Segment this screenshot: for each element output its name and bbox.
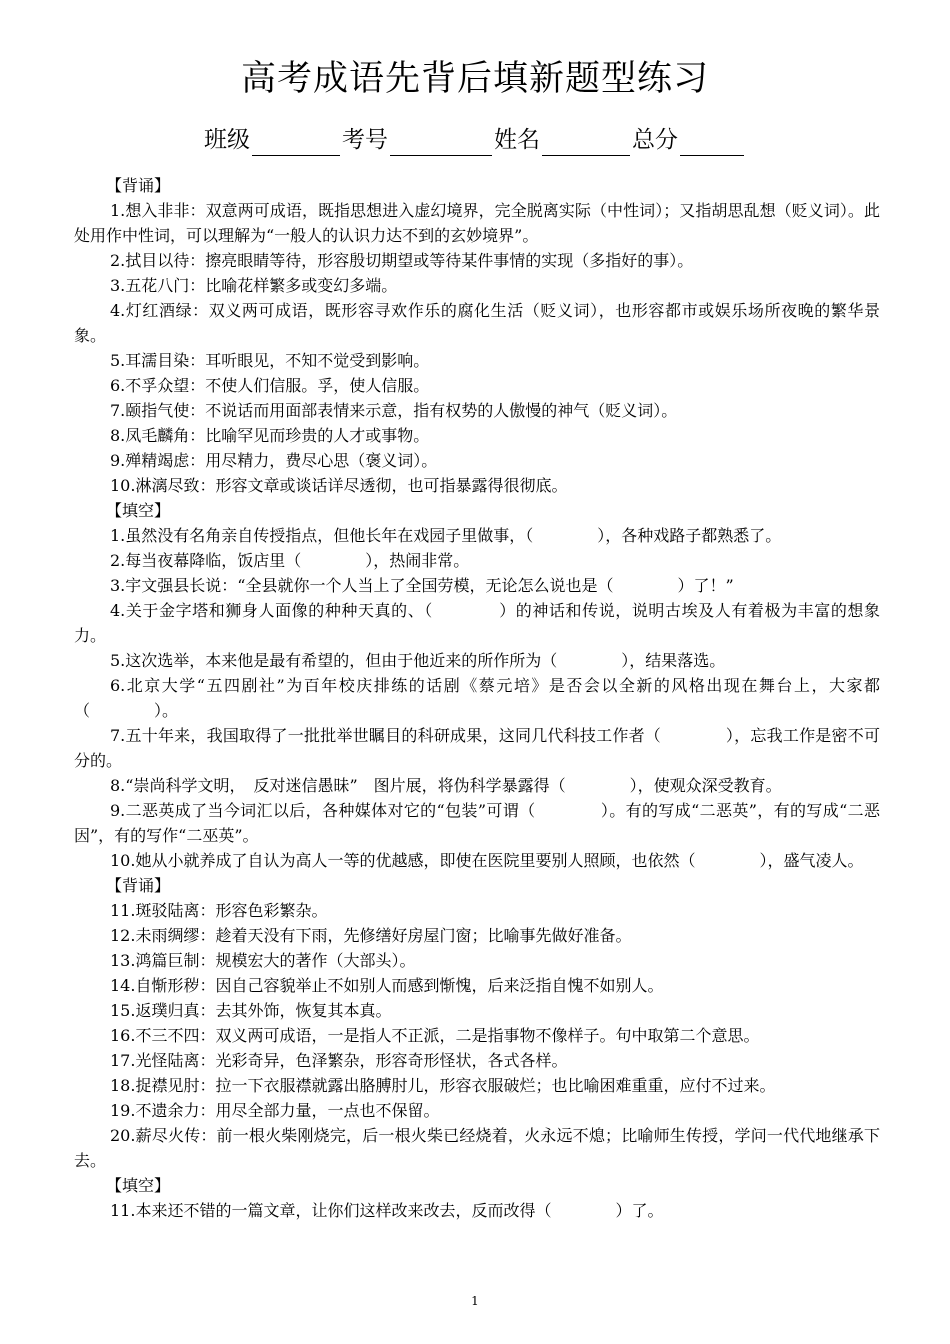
fill-blank-question: 5.这次选举，本来他是最有希望的，但由于他近来的所作所为（ ），结果落选。 <box>110 651 726 670</box>
total-score-blank[interactable] <box>680 131 744 156</box>
idiom-item: 13.鸿篇巨制：规模宏大的著作（大部头）。 <box>110 951 416 970</box>
class-blank[interactable] <box>252 131 340 156</box>
idiom-item: 1.想入非非：双意两可成语，既指思想进入虚幻境界，完全脱离实际（中性词）；又指胡思乱想（贬义词）。此处用作中性词，可以理解为“一般人的认识力达不到的玄妙境界”。 <box>74 201 880 245</box>
exam-number-blank[interactable] <box>390 131 492 156</box>
name-label: 姓名 <box>494 127 540 153</box>
total-score-label: 总分 <box>632 127 678 153</box>
exam-number-label: 考号 <box>342 127 388 153</box>
fill-blank-question: 3.宇文强县长说：“全县就你一个人当上了全国劳模，无论怎么说也是（ ）了！” <box>110 576 734 595</box>
idiom-item: 17.光怪陆离：光彩奇异，色泽繁杂，形容奇形怪状，各式各样。 <box>110 1051 568 1070</box>
idiom-item: 12.未雨绸缪：趁着天没有下雨，先修缮好房屋门窗；比喻事先做好准备。 <box>110 926 632 945</box>
section-fill-2 <box>74 1173 880 1223</box>
fill-blank-question: 4.关于金字塔和狮身人面像的种种天真的、（ ）的神话和传说，说明古埃及人有着极为丰富的想象力。 <box>74 601 880 645</box>
section-recite-2 <box>74 873 880 1173</box>
idiom-item: 3.五花八门：比喻花样繁多或变幻多端。 <box>110 276 398 295</box>
idiom-item: 19.不遗余力：用尽全部力量，一点也不保留。 <box>110 1101 440 1120</box>
idiom-item: 20.薪尽火传：前一根火柴刚烧完，后一根火柴已经烧着，火永远不熄；比喻师生传授，学问一代代地继承下去。 <box>74 1126 880 1170</box>
section-fill-1 <box>74 498 880 873</box>
fill-blank-question: 10.她从小就养成了自认为高人一等的优越感，即使在医院里要别人照顾，也依然（ ），盛气凌人。 <box>110 851 864 870</box>
fill-blank-question: 9.二恶英成了当今词汇以后，各种媒体对它的“包装”可谓（ ）。有的写成“二恶英”，有的写成“二恶因”，有的写作“二巫英”。 <box>74 801 880 845</box>
fill-blank-question: 6.北京大学“五四剧社”为百年校庆排练的话剧《蔡元培》是否会以全新的风格出现在舞台上，大家都（ ）。 <box>74 676 880 720</box>
idiom-item: 7.颐指气使：不说话而用面部表情来示意，指有权势的人傲慢的神气（贬义词）。 <box>110 401 678 420</box>
section-heading: 【背诵】 <box>106 176 171 195</box>
fill-blank-question: 2.每当夜幕降临，饭店里（ ），热闹非常。 <box>110 551 470 570</box>
name-blank[interactable] <box>542 131 630 156</box>
page-title: 高考成语先背后填新题型练习 <box>240 59 709 99</box>
idiom-item: 4.灯红酒绿：双义两可成语，既形容寻欢作乐的腐化生活（贬义词），也形容都市或娱乐场所夜晚的繁华景象。 <box>74 301 880 345</box>
section-heading: 【背诵】 <box>106 876 171 895</box>
idiom-item: 8.凤毛麟角：比喻罕见而珍贵的人才或事物。 <box>110 426 430 445</box>
fill-blank-question: 11.本来还不错的一篇文章，让你们这样改来改去，反而改得（ ）了。 <box>110 1201 664 1220</box>
page-number: 1 <box>471 1294 479 1308</box>
section-heading: 【填空】 <box>106 1176 171 1195</box>
idiom-item: 2.拭目以待：擦亮眼睛等待，形容殷切期望或等待某件事情的实现（多指好的事）。 <box>110 251 694 270</box>
idiom-item: 15.返璞归真：去其外饰，恢复其本真。 <box>110 1001 392 1020</box>
section-heading: 【填空】 <box>106 501 171 520</box>
student-info-row <box>0 124 950 156</box>
fill-blank-question: 8.“崇尚科学文明， 反对迷信愚昧” 图片展，将伪科学暴露得（ ），使观众深受教育。 <box>110 776 782 795</box>
idiom-item: 10.淋漓尽致：形容文章或谈话详尽透彻，也可指暴露得很彻底。 <box>110 476 568 495</box>
idiom-item: 9.殚精竭虑：用尽精力，费尽心思（褒义词）。 <box>110 451 438 470</box>
idiom-item: 14.自惭形秽：因自己容貌举止不如别人而感到惭愧，后来泛指自愧不如别人。 <box>110 976 664 995</box>
idiom-item: 6.不孚众望：不使人们信服。孚，使人信服。 <box>110 376 430 395</box>
exercise-content <box>74 173 880 1223</box>
fill-blank-question: 1.虽然没有名角亲自传授指点，但他长年在戏园子里做事，（ ），各种戏路子都熟悉了。 <box>110 526 782 545</box>
idiom-item: 5.耳濡目染：耳听眼见，不知不觉受到影响。 <box>110 351 430 370</box>
idiom-item: 18.捉襟见肘：拉一下衣服襟就露出胳膊肘儿，形容衣服破烂；也比喻困难重重，应付不过来。 <box>110 1076 776 1095</box>
fill-blank-question: 7.五十年来，我国取得了一批批举世瞩目的科研成果，这同几代科技工作者（ ），忘我工作是密不可分的。 <box>74 726 880 770</box>
idiom-item: 16.不三不四：双义两可成语，一是指人不正派，二是指事物不像样子。句中取第二个意思。 <box>110 1026 760 1045</box>
section-recite-1 <box>74 173 880 498</box>
idiom-item: 11.斑驳陆离：形容色彩繁杂。 <box>110 901 328 920</box>
class-label: 班级 <box>204 127 250 153</box>
